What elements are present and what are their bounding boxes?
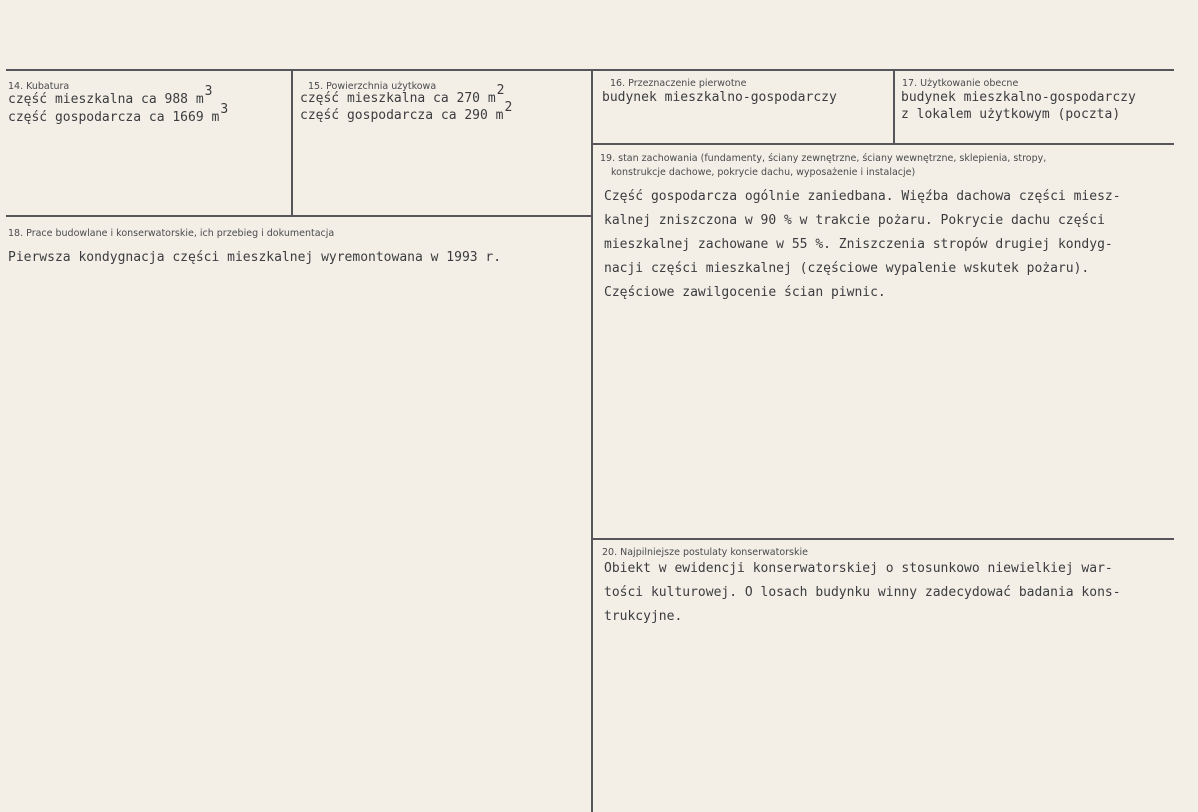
- field17-line2: z lokalem użytkowym (poczta): [901, 107, 1121, 122]
- field15-line1-exponent: 2: [496, 83, 505, 98]
- field19-line: Część gospodarcza ogólnie zaniedbana. Więźba dachowa części miesz-: [604, 189, 1121, 204]
- field19-text: [604, 185, 1121, 305]
- divider-14-15: [291, 70, 293, 216]
- field16-label: 16. Przeznaczenie pierwotne: [610, 78, 747, 89]
- field18-label: 18. Prace budowlane i konserwatorskie, ich przebieg i dokumentacja: [8, 228, 335, 239]
- field19-line: mieszkalnej zachowane w 55 %. Zniszczenia stropów drugiej kondyg-: [604, 237, 1113, 252]
- field14-label: 14. Kubatura: [8, 81, 70, 92]
- field15-line2-text: część gospodarcza ca 290 m: [300, 108, 504, 123]
- field14-line2-exponent: 3: [220, 102, 229, 117]
- field20-top-rule: [592, 538, 1174, 540]
- field17-line1: budynek mieszkalno-gospodarczy: [901, 90, 1136, 105]
- field17-label: 17. Użytkowanie obecne: [902, 78, 1019, 89]
- field15-line2-exponent: 2: [504, 100, 513, 115]
- field18-value: Pierwsza kondygnacja części mieszkalnej wyremontowana w 1993 r.: [8, 250, 502, 265]
- field20-line: tości kulturowej. O losach budynku winny zadecydować badania kons-: [604, 585, 1121, 600]
- field19-label-line1: 19. stan zachowania (fundamenty, ściany zewnętrzne, ściany wewnętrzne, sklepienia, stropy,: [600, 153, 1047, 164]
- field20-line: Obiekt w ewidencji konserwatorskiej o stosunkowo niewielkiej war-: [604, 561, 1113, 576]
- row1-bottom-rule-right: [592, 143, 1174, 145]
- field14-line2-text: część gospodarcza ca 1669 m: [8, 110, 220, 125]
- divider-16-17: [893, 70, 895, 144]
- field15-line2: [300, 100, 513, 124]
- field15-line1-text: część mieszkalna ca 270 m: [300, 91, 496, 106]
- field14-line2: [8, 102, 229, 126]
- field19-line: kalnej zniszczona w 90 % w trakcie pożaru. Pokrycie dachu części: [604, 213, 1105, 228]
- field20-text: [604, 557, 1121, 629]
- field19-line: Częściowe zawilgocenie ścian piwnic.: [604, 285, 886, 300]
- field19-label-line2: konstrukcje dachowe, pokrycie dachu, wyposażenie i instalacje): [611, 167, 916, 178]
- field19-line: nacji części mieszkalnej (częściowe wypalenie wskutek pożaru).: [604, 261, 1090, 276]
- field15-label: 15. Powierzchnia użytkowa: [308, 81, 437, 92]
- row1-bottom-rule-left: [6, 215, 592, 217]
- field20-line: trukcyjne.: [604, 609, 683, 624]
- field20-label: 20. Najpilniejsze postulaty konserwatorskie: [602, 547, 808, 558]
- field14-line1-text: część mieszkalna ca 988 m: [8, 92, 204, 107]
- top-rule: [6, 69, 1174, 71]
- field16-value: budynek mieszkalno-gospodarczy: [602, 90, 837, 105]
- center-divider: [591, 70, 593, 812]
- field14-line1-exponent: 3: [204, 84, 213, 99]
